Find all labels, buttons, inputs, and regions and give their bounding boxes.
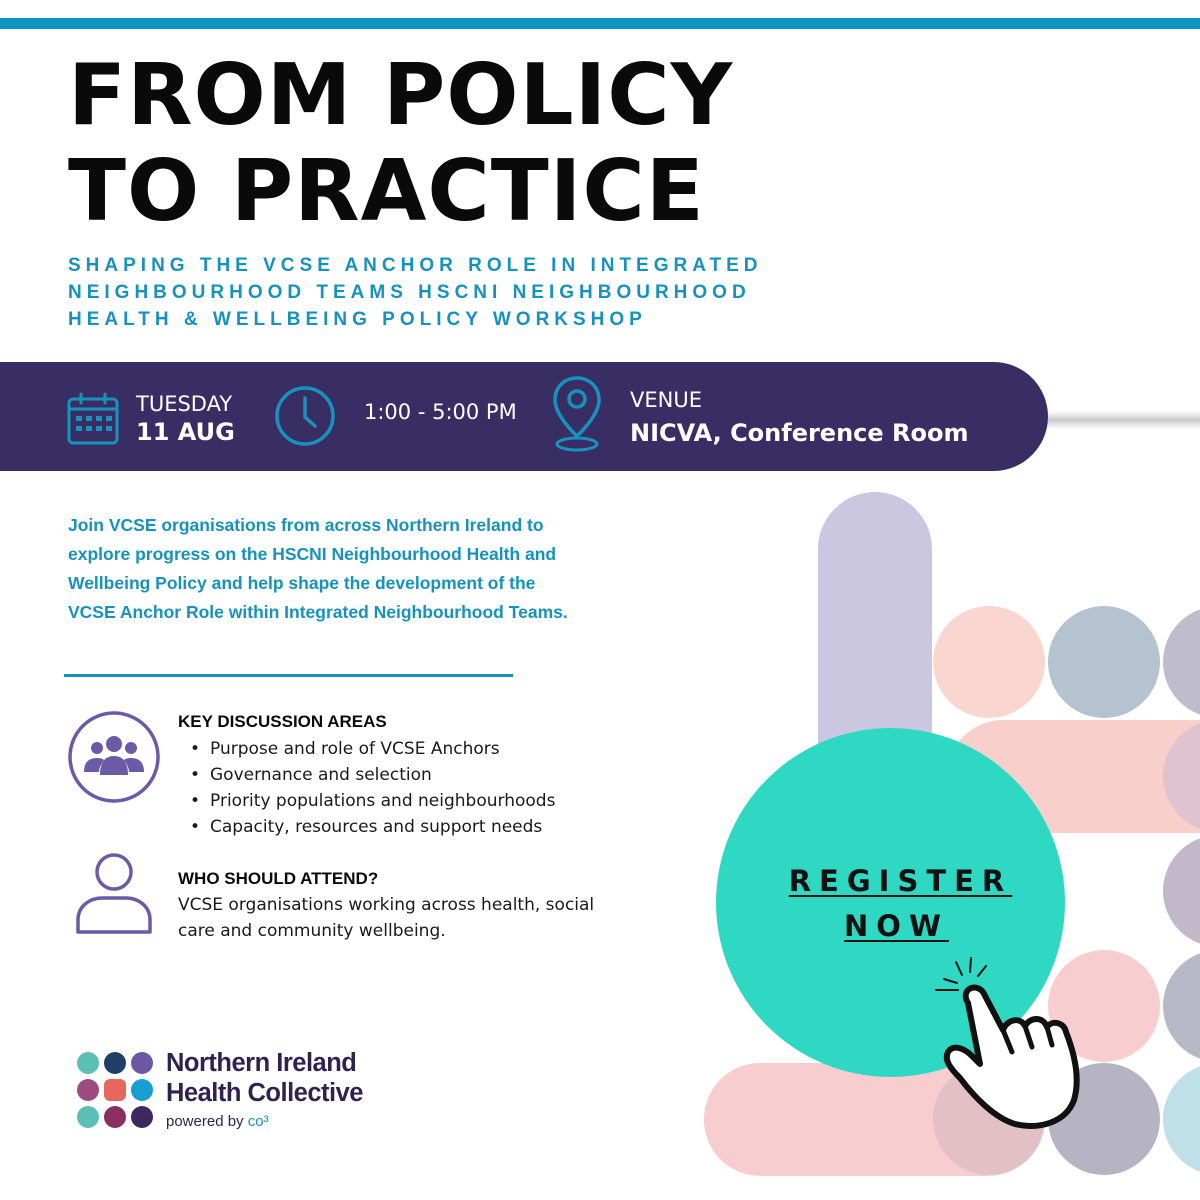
partner-logo-text: co³ [247,1113,269,1130]
title-line-1: FROM POLICY [68,46,734,145]
organisation-name [166,1048,363,1108]
who-should-attend-heading: WHO SHOULD ATTEND? [178,869,379,888]
person-icon [74,850,154,936]
event-info-band [0,362,1048,471]
venue-label: VENUE [630,388,702,412]
calendar-icon [66,392,120,446]
organisation-name-line-2: Health Collective [166,1079,363,1107]
location-pin-icon [550,374,604,454]
list-item: • Purpose and role of VCSE Anchors [210,736,555,762]
list-item: • Capacity, resources and support needs [210,814,555,840]
subtitle-line-3: HEALTH & WELLBEING POLICY WORKSHOP [68,309,647,330]
key-discussion-heading: KEY DISCUSSION AREAS [178,712,387,731]
title-line-2: TO PRACTICE [68,142,705,241]
list-item: • Governance and selection [210,762,555,788]
intro-text: Join VCSE organisations from across Northern Ireland to explore progress on the HSCNI Neighbourhood Health and Wellbeing Policy and help shape the development of the VCSE Anchor Role within Integrated Neighbourhood Teams. [68,515,568,622]
subtitle [68,252,768,333]
who-should-attend-text: VCSE organisations working across health, social care and community wellbeing. [178,895,595,941]
event-date: 11 AUG [136,418,235,446]
nihc-logo [76,1051,156,1131]
powered-by-label: powered by [166,1113,244,1130]
register-label-line-1: REGISTER [788,864,1013,898]
clock-icon [273,384,337,448]
event-day: TUESDAY [136,392,233,416]
organisation-name-line-1: Northern Ireland [166,1049,357,1077]
list-item: • Priority populations and neighbourhoods [210,788,555,814]
group-people-icon [67,710,161,804]
pointing-hand-icon [930,955,1090,1135]
page-title [68,48,733,240]
subtitle-line-2: NEIGHBOURHOOD TEAMS HSCNI NEIGHBOURHOOD [68,282,751,303]
band-shadow [1045,410,1200,430]
top-accent-bar [0,18,1200,29]
subtitle-line-1: SHAPING THE VCSE ANCHOR ROLE IN INTEGRATED [68,255,763,276]
section-divider [64,674,513,677]
key-discussion-list [210,736,555,840]
register-label-line-2: NOW [844,909,949,943]
venue-name: NICVA, Conference Room [630,419,969,447]
event-time: 1:00 - 5:00 PM [364,400,517,424]
powered-by [166,1113,269,1130]
